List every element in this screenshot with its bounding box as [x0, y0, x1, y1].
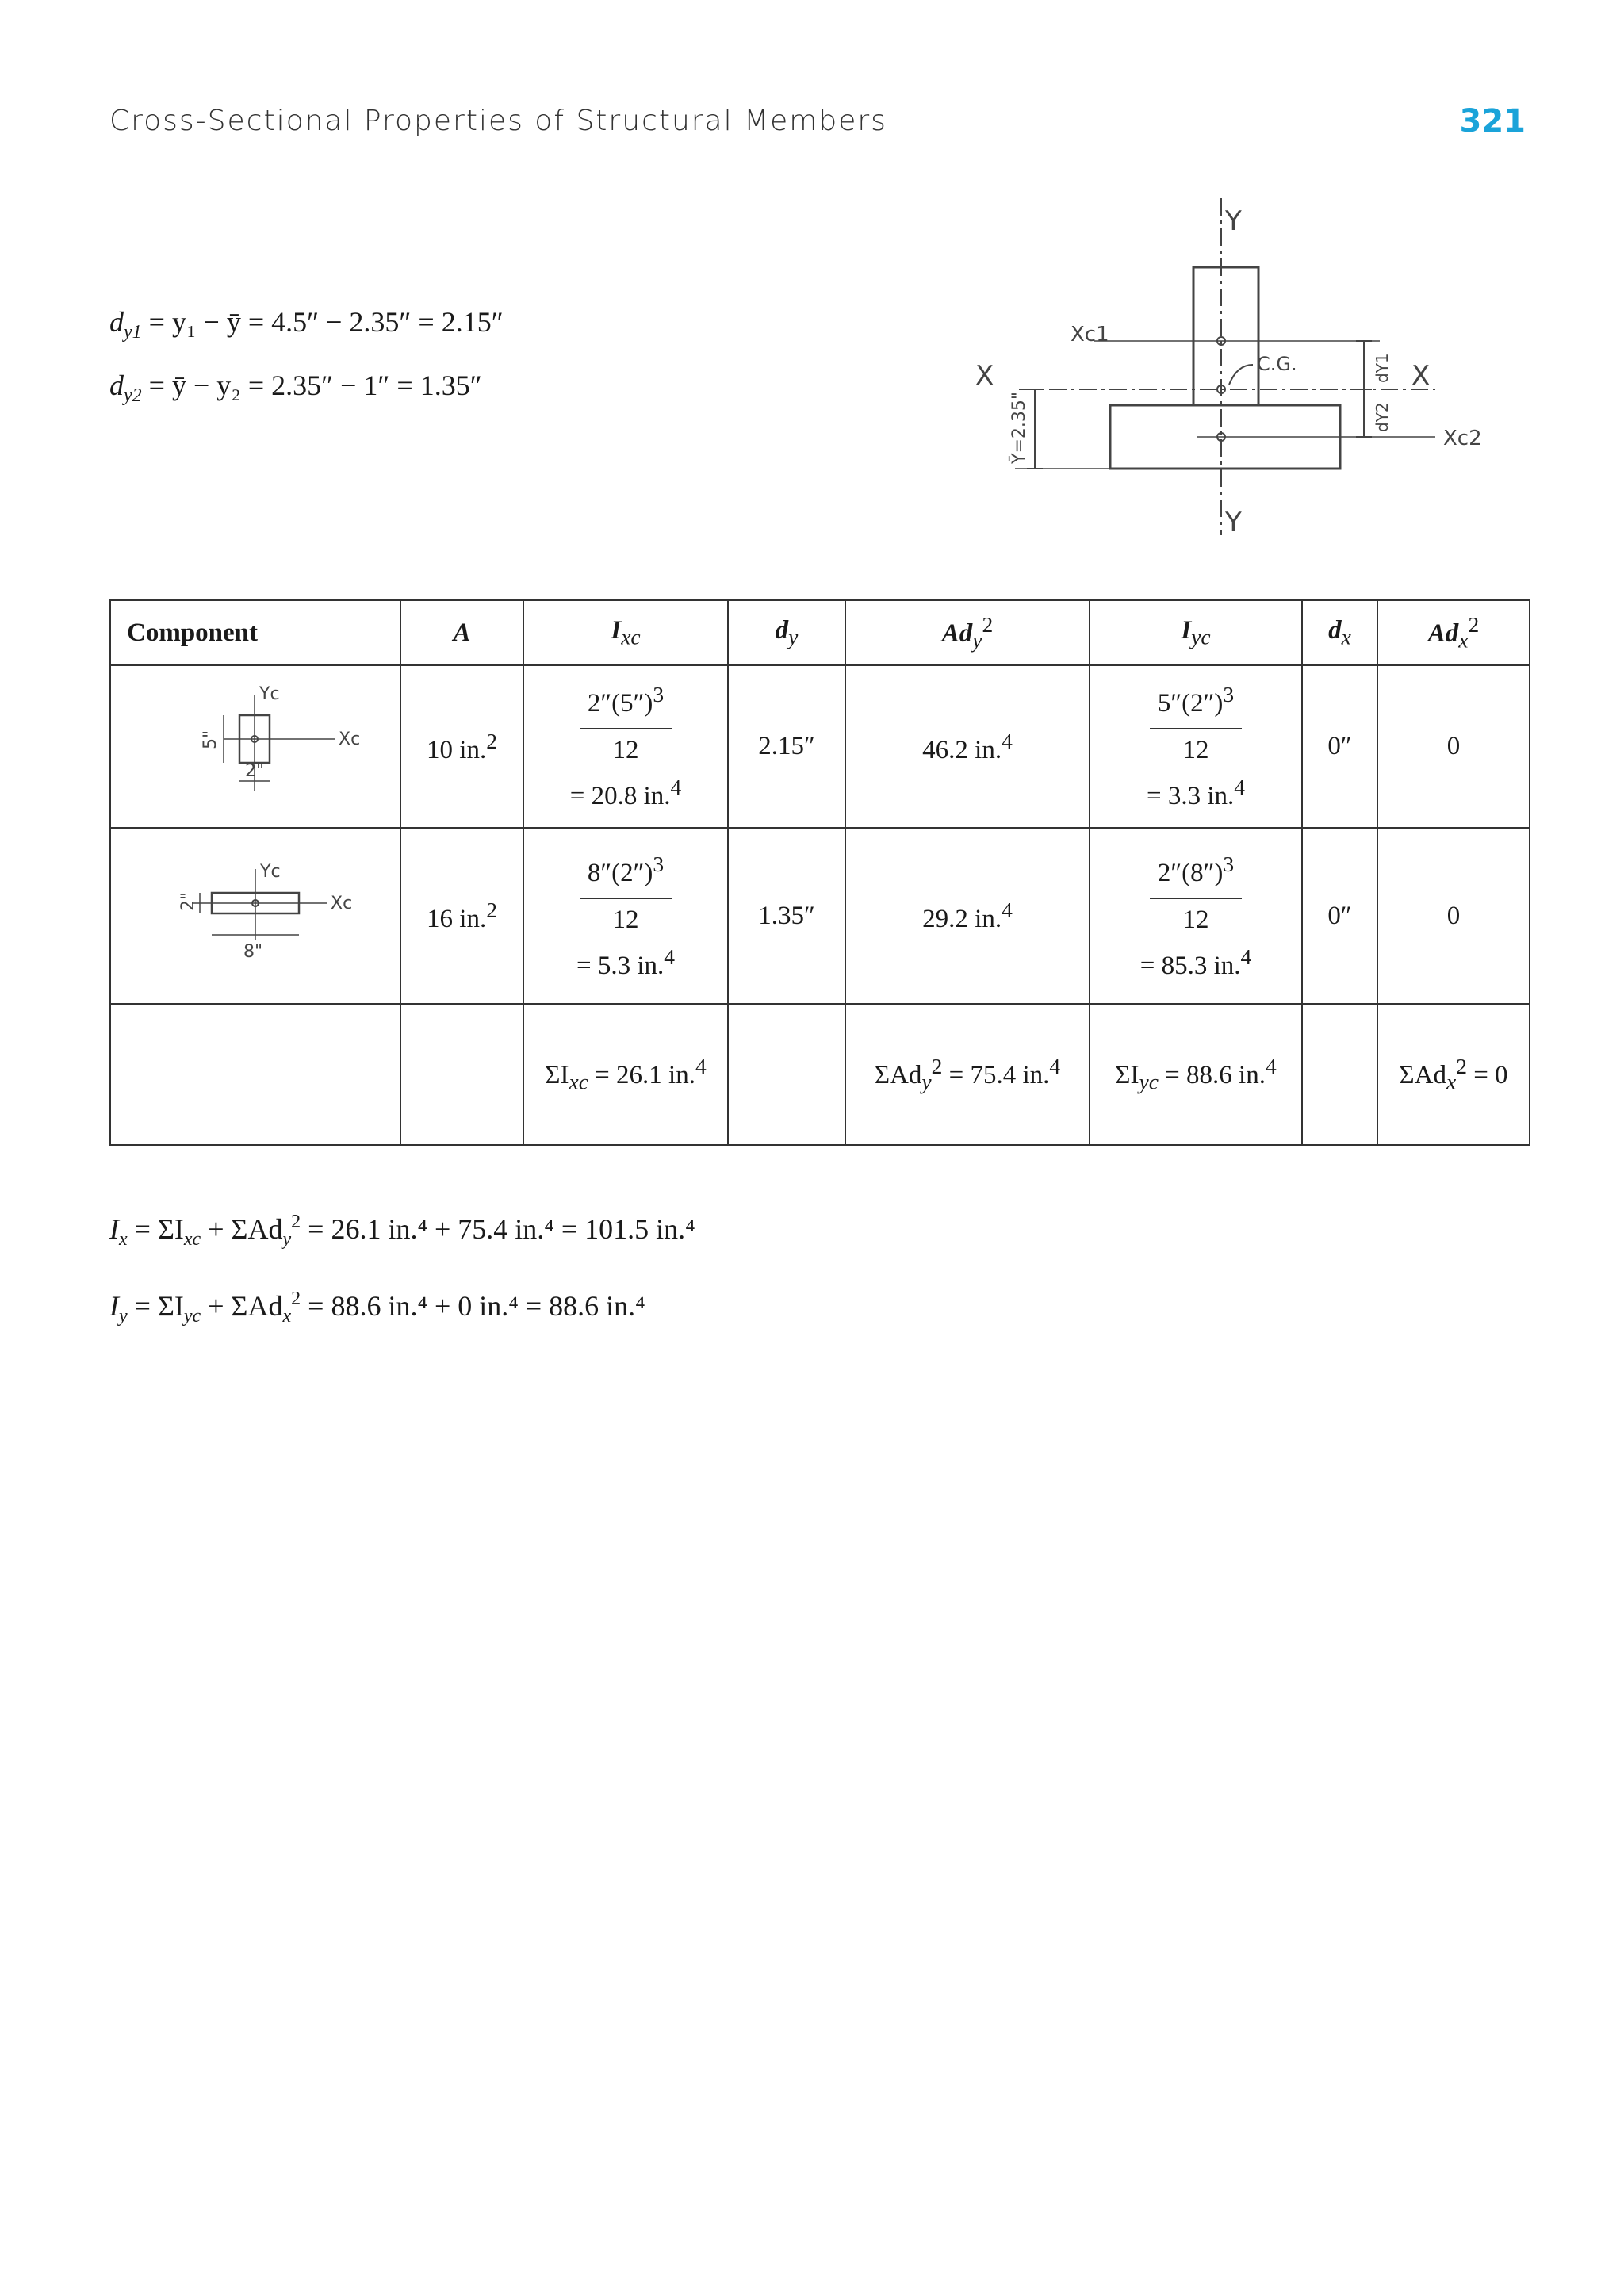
cell-ady2: 46.2 in.$^4$	[845, 665, 1090, 828]
col-header-adx2: $Ad_x^2$	[1377, 600, 1530, 665]
diagram-label-x-left: X	[975, 360, 994, 392]
table-row	[110, 828, 1530, 1004]
diagram-label-xc2: Xc2	[1443, 427, 1482, 450]
equation-dy1: $d_{y1} = y_1$ − ȳ = 4.5″ − 2.35″ = 2.15″	[109, 306, 504, 343]
col-header-component: Component	[110, 600, 400, 665]
cell-ady2: 29.2 in.$^4$	[845, 828, 1090, 1004]
cell-dx: 0″	[1302, 828, 1377, 1004]
col-header-iyc: $I_{yc}$	[1090, 600, 1302, 665]
sum-cell-empty	[110, 1004, 400, 1145]
component-sketch-1	[110, 665, 400, 828]
equation-iy: $I_y = \Sigma I_{yc} + \Sigma Ad_x^2 = 88.6$ in.⁴ + 0 in.⁴ = 88.6 in.⁴	[109, 1289, 645, 1327]
running-header: Cross-Sectional Properties of Structural Members	[109, 105, 887, 137]
component-sketch-2	[110, 828, 400, 1004]
sketch-2-label-xc: Xc	[331, 893, 353, 913]
diagram-label-y-bottom: Y	[1225, 507, 1242, 538]
sum-iyc: $\Sigma I_{yc} = 88.6$ in.$^4$	[1090, 1004, 1302, 1145]
diagram-label-xc1: Xc1	[1071, 323, 1109, 347]
cell-dy: 2.15″	[728, 665, 845, 828]
table-header-row	[110, 600, 1530, 665]
col-header-ady2: $Ad_y^2$	[845, 600, 1090, 665]
sum-adx2: ΣAd$_x^2$ = 0	[1377, 1004, 1530, 1145]
col-header-a: A	[400, 600, 523, 665]
sum-ixc: $\Sigma I_{xc} = 26.1$ in.$^4$	[523, 1004, 728, 1145]
cell-a: 10 in.$^2$	[400, 665, 523, 828]
diagram-label-dy2: dY2	[1373, 402, 1392, 432]
diagram-label-ybar: Ȳ=2.35"	[1009, 392, 1029, 464]
cell-a: 16 in.$^2$	[400, 828, 523, 1004]
t-section-diagram	[959, 194, 1499, 551]
table-sum-row	[110, 1004, 1530, 1145]
cell-iyc: $\frac{5''(2'')^3}{12}$ = 3.3 in.$^4$	[1090, 665, 1302, 828]
sum-cell-empty	[1302, 1004, 1377, 1145]
sketch-2-label-yc: Yc	[260, 861, 281, 882]
cell-dx: 0″	[1302, 665, 1377, 828]
diagram-label-x-right: X	[1411, 360, 1431, 392]
sum-cell-empty	[728, 1004, 845, 1145]
equation-dy2: $d_{y2}$ = ȳ − y₂ = 2.35″ − 1″ = 1.35″	[109, 370, 482, 406]
sketch-2-label-w: 8"	[243, 941, 263, 962]
cell-dy: 1.35″	[728, 828, 845, 1004]
sum-ady2: ΣAd$_y^2$ = 75.4 in.$^4$	[845, 1004, 1090, 1145]
sketch-1-label-w: 2"	[245, 761, 265, 781]
sketch-1-label-yc: Yc	[259, 684, 280, 704]
cell-ixc: $\frac{2''(5'')^3}{12}$ = 20.8 in.$^4$	[523, 665, 728, 828]
properties-table	[109, 599, 1530, 1146]
sketch-2-label-h: 2"	[178, 891, 198, 911]
diagram-label-dy1: dY1	[1373, 353, 1392, 383]
cell-ixc: $\frac{8''(2'')^3}{12}$ = 5.3 in.$^4$	[523, 828, 728, 1004]
cell-adx2: 0	[1377, 828, 1530, 1004]
cell-adx2: 0	[1377, 665, 1530, 828]
equation-ix: $I_x = \Sigma I_{xc} + \Sigma Ad_y^2 = 26.1$ in.⁴ + 75.4 in.⁴ = 101.5 in.⁴	[109, 1212, 695, 1250]
diagram-label-y-top: Y	[1225, 205, 1242, 237]
col-header-ixc: $I_{xc}$	[523, 600, 728, 665]
sum-cell-empty	[400, 1004, 523, 1145]
cell-iyc: $\frac{2''(8'')^3}{12}$ = 85.3 in.$^4$	[1090, 828, 1302, 1004]
col-header-dy: $d_y$	[728, 600, 845, 665]
sketch-1-label-xc: Xc	[339, 729, 361, 749]
sketch-1-label-h: 5"	[201, 729, 220, 749]
page-number: 321	[1459, 103, 1526, 140]
diagram-label-cg: C.G.	[1257, 353, 1297, 375]
col-header-dx: $d_x$	[1302, 600, 1377, 665]
table-row	[110, 665, 1530, 828]
